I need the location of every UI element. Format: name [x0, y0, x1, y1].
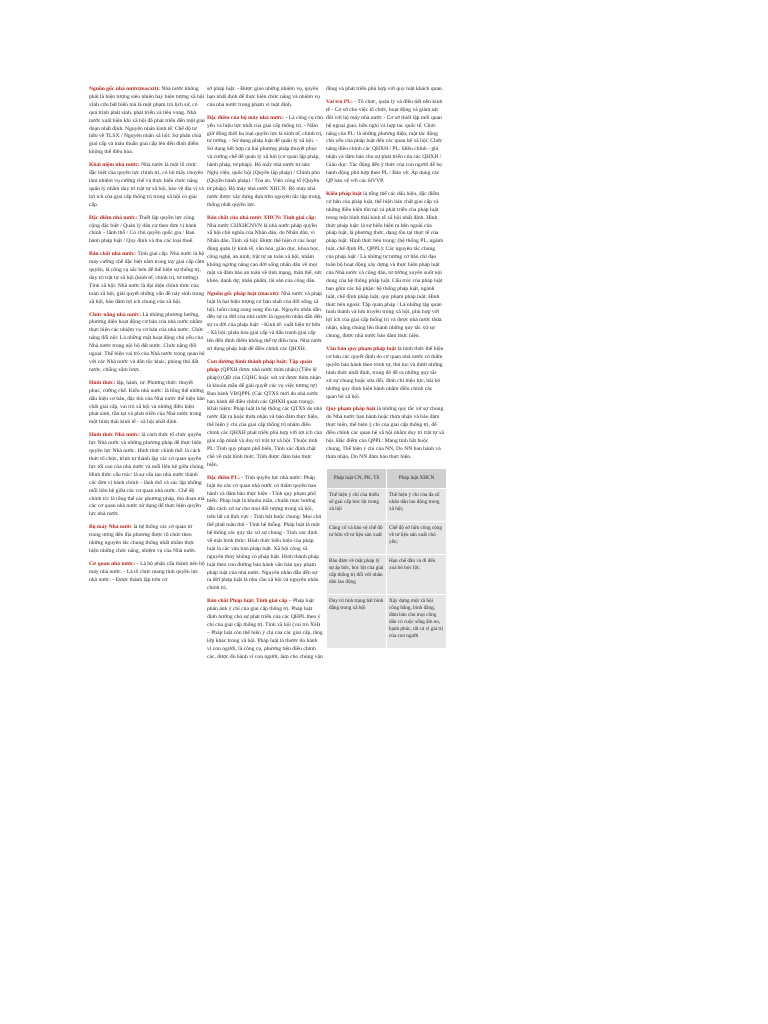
section-law-type: Kiểu pháp luật là tổng thể các dấu hiệu, đặc điểm cơ bản của pháp luật, thể hiện bản chất giai cấp và những điều kiện tồn tại và phát triển của pháp luật trong một hình thái kinh tế xã hội nhất định. Hình thức pháp luật: là sự biểu hiện ra bên ngoài của pháp luật, là phương thức, dạng tồn tại thực tế của pháp luật. Hình thức bên trong: (hệ thống PL, ngành luật, chế định PL, QPPL): Các nguyên tắc chung của pháp luật / Là những tư tưởng cơ bản chỉ đạo toàn bộ hoạt động xây dựng và thực hiện pháp luật của Nhà nước và công dân, tư tưởng xuyên suốt nội dung của hệ thống pháp luật. Cấu trúc của pháp luật bao gồm các bộ phận: hệ thống pháp luật, ngành luật, chế định pháp luật, quy phạm pháp luật. Hình thức bên ngoài: Tập quán pháp / Là những tập quán hình thành và lưu truyền trong xã hội, phù hợp với lợi ích của giai cấp thống trị và được nhà nước thừa nhận, nâng chúng lên thành những quy tắc xử sự chung, được nhà nước bảo đảm thực hiện.	[326, 190, 444, 340]
table-cell: Thể hiện ý chí của đa số nhân dân lao động trong xã hội;	[387, 488, 447, 521]
section-forms: Hình thức: lập, hành, tư. Phương thức: thuyết phục, cưỡng chế. Kiểu nhà nước: là tổng thể những dấu hiệu cơ bản, đặc thù của Nhà nước thể hiện bản chất giai cấp, vai trò xã hội và những điều kiện phát sinh, tồn tại và phát triển của Nhà nước trong một hình thái kinh tế - xã hội nhất định.	[89, 379, 205, 426]
table-cell: Củng cố và bảo vệ chế độ tư hữu về tư liệu sản xuất	[327, 521, 387, 554]
section-agency-continued: sở pháp luật. - Được giao những nhiệm vụ, quyền hạn nhất định để thực hiện chức năng và nhiệm vụ của nhà nước trong phạm vi luật định.	[207, 86, 320, 108]
table-cell: Duy trì tình trạng bất bình đẳng trong xã hội	[327, 594, 387, 648]
column-right	[326, 86, 444, 649]
section-law-features: Đặc điểm PL: - Tính quyền lực nhà nước: Pháp luật do các cơ quan nhà nước có thẩm quyền ban hành và đảm bảo thực hiện - Tính quy phạm phổ biến: Pháp luật là khuôn mẫu, chuẩn mực hướng dẫn cách xử sự cho mọi đối tượng trong xã hội, trên tất cả lĩnh vực - Tính bắt buộc chung: Mọi chủ thể phải tuân thủ - Tính hệ thống: Pháp luật là một hệ thống các quy tắc xử sự chung - Tính xác định về mặt hình thức: Hình thức biểu hiện của pháp luật là các văn bản pháp luật. Xã hội công xã nguyên thủy không có pháp luật. Hình thành pháp luật theo con đường ban hành văn bản quy phạm pháp luật của nhà nước. Nguyên nhân dẫn đến sự ra đời pháp luật là nhu cầu xã hội và nguyên nhân chính trị.	[207, 474, 322, 592]
section-state-nature: Bản chất nhà nước: Tính giai cấp: Nhà nước là bộ máy cưỡng chế đặc biệt nằm trong tay giai cấp cầm quyền, là công cụ sắc bén để thể hiện sự thống trị, duy trì trật tự xã hội (kinh tế, chính trị, tư tưởng). Tính xã hội: Nhà nước là đại diện chính thức của toàn xã hội, giải quyết những vấn đề nảy sinh trong xã hội, bảo đảm lợi ích chung của xã hội.	[89, 251, 205, 305]
table-cell: Bảo đảm về mặt pháp lý sự áp bức, bóc lột của giai cấp thống trị đối với nhân dân lao động	[327, 554, 387, 594]
table-row	[327, 594, 447, 648]
section-law-formation: Con đường hình thành pháp luật: Tập quán pháp (QPXH được nhà nước thừa nhận) (Tiền lệ pháp) (QĐ của CQHC hoặc xét xử được thừa nhận là khuôn mẫu để giải quyết các vụ việc tương tự) Ban hành VBQPPL (Các QTXS mới do nhà nước ban hành để điều chỉnh các QHXH quan trọng). Khái niệm: Pháp luật là hệ thống các QTXS do nhà nước đặt ra hoặc thừa nhận và bảo đảm thực hiện, thể hiện ý chí của giai cấp thống trị nhằm điều chỉnh các QHXH phát triển phù hợp với lợi ích của giai cấp mình và duy trì trật tự xã hội. Thuộc tính PL: Tính quy phạm phổ biến, Tính xác định chặt chẽ về mặt hình thức, Tính được đảm bảo thực hiện.	[207, 359, 322, 468]
section-origin-of-state: Nguồn gốc nhà nước(macxit): Nhà nước không phải là hiện tượng siêu nhiên hay hiện tượng xã hội vĩnh cửu bất biến mà là một phạm trù lịch sử, có quá trình phát sinh, phát triển và tiêu vong. Nhà nước xuất hiện khi xã hội đã phát triển đến một giai đoạn nhất định. Nguyên nhân kinh tế: Chế độ tư hữu về TLSX / Nguyên nhân xã hội: Sự phân chia giai cấp và mâu thuẫn giai cấp lên đến đỉnh điểm không thể điều hòa.	[89, 86, 205, 156]
table-row	[327, 521, 447, 554]
table-row	[327, 554, 447, 594]
section-apparatus-features: Đặc điểm của bộ máy nhà nước: - Là công cụ chủ yếu và hiệu lực nhất của giai cấp thống trị. - Nắm giữ đồng thời ba loại quyền lực là kinh tế, chính trị, tư tưởng. - Sử dụng pháp luật để quản lý xã hội. - Sử dụng kết hợp cả hai phương pháp thuyết phục và cưỡng chế để quản lý xã hội (cơ quan lập pháp, hành pháp, tư pháp). Bộ máy nhà nước tư sản: Nghị viện, quốc hội (Quyền lập pháp) / Chính phủ (Quyền hành pháp) / Tòa án, Viện công tố (Quyền tư pháp). Bộ máy nhà nước XHCN: Bộ máy nhà nước được xây dựng dựa trên nguyên tắc tập trung, thống nhất quyền lực.	[207, 114, 323, 208]
table-cell: Thể hiện ý chí của thiểu số giai cấp bóc lột trong xã hội	[327, 488, 387, 521]
section-state-agency: Cơ quan nhà nước: - Là bộ phận cấu thành nên bộ máy nhà nước. - Là tổ chức mang tính quyền lực nhà nước. - Được thành lập trên cơ	[89, 560, 205, 583]
table-header: Pháp luật XHCN	[387, 468, 447, 488]
section-law-nature-continued: động và phát triển phù hợp với quy luật khách quan.	[326, 86, 443, 92]
section-state-functions: Chức năng nhà nước: Là những phương hướng, phương diện hoạt động cơ bản của nhà nước nhằm thực hiện các nhiệm vụ cơ bản của nhà nước. Chức năng đối nội: Là những mặt hoạt động chủ yếu của Nhà nước trong nội bộ đất nước. Chức năng đối ngoại: Thể hiện vai trò của Nhà nước trong quan hệ với các Nhà nước và dân tộc khác, phòng thủ đất nước, chống xâm lược.	[89, 311, 205, 373]
table-cell: Chế độ sở hữu công cộng về tư liệu sản xuất chủ yếu;	[387, 521, 447, 554]
section-origin-of-law: Nguồn gốc pháp luật (macxit): Nhà nước và pháp luật là hai hiện tượng cơ bản nhất của đời sống xã hội, luôn cùng song song tồn tại. Nguyên nhân dẫn đến sự ra đời của nhà nước là nguyên nhân dẫn đến sự ra đời của pháp luật: - Kinh tế: xuất hiện tư hữu - Xã hội: phân hóa giai cấp và đấu tranh giai cấp lên đến đỉnh điểm không thể tự điều hòa. Nhà nước sử dụng pháp luật để điều chỉnh các QHXH.	[207, 290, 323, 353]
section-law-role: Vai trò PL: - Tổ chức, quản lý và điều tiết nền kinh tế - Cơ sở cho việc tổ chức, hoạt động và giám sát đối với bộ máy nhà nước - Cơ sở thiết lập mối quan hệ ngoại giao, hữu nghị và hợp tác quốc tế. Chức năng của PL: là những phương diện, mặt tác động chủ yếu của pháp luật đến các quan hệ xã hội: Chức năng điều chỉnh các QHXH / PL: Điều chỉnh - ghi nhận và đảm bảo cho sự phát triển của các QHXH / Giáo dục: Tác động đến ý thức của con người để họ hành động phù hợp theo PL / Bảo vệ: Áp dụng các QP bảo vệ với các HVVP.	[326, 98, 443, 184]
table-cell: Xây dựng một xã hội công bằng, bình đẳng, đảm bảo cho mọi công dân có cuộc sống ấm no, hạnh phúc, tất cả vì giá trị của con người	[387, 594, 447, 648]
comparison-table	[326, 468, 447, 649]
section-state-form: Hình thức Nhà nước: là cách thức tổ chức quyền lực Nhà nước và những phương pháp để thực hiện quyền lực Nhà nước. Hình thức chính thể: là cách thức tổ chức, trình tự thành lập các cơ quan quyền lực tối cao của nhà nước và mối liên hệ giữa chúng. Hình thức cấu trúc: là sự cấu tạo nhà nước thành các đơn vị hành chính – lãnh thổ và xác lập những mối liên hệ giữa các cơ quan nhà nước. Chế độ chính trị: là tổng thể các phương pháp, thủ đoạn mà các cơ quan nhà nước sử dụng để thực hiện quyền lực nhà nước.	[89, 432, 205, 518]
section-state-concept: Khái niệm nhà nước: Nhà nước là một tổ chức đặc biệt của quyền lực chính trị, có bộ máy chuyên làm nhiệm vụ cưỡng chế và thực hiện chức năng quản lý nhằm duy trì trật tự xã hội, bảo vệ địa vị và lợi ích của giai cấp thống trị trong xã hội có giai cấp.	[89, 162, 204, 208]
column-left	[89, 86, 205, 590]
table-header-row	[327, 468, 447, 488]
section-legal-document: Văn bản quy phạm pháp luật là hình thức thể hiện cơ bản các quyết định do cơ quan nhà nước có thẩm quyền ban hành theo trình tự, thủ tục và dưới những hình thức nhất định, trong đó đề ra những quy tắc xử sự chung hoặc sửa đổi, đình chỉ hiệu lực, bãi bỏ những quy định hiện hành nhằm điều chỉnh các quan hệ xã hội.	[326, 346, 444, 400]
section-legal-norm: Quy phạm pháp luật là những quy tắc xử sự chung do Nhà nước ban hành hoặc thừa nhận và bảo đảm thực hiện, thể hiện ý chí của giai cấp thống trị, để điều chỉnh các quan hệ xã hội nhằm duy trì trật tự xã hội. Đặc điểm của QPPL: Mang tính bắt buộc chung, Thể hiện ý chí của NN, Do NN ban hành và thừa nhận, Do NN đảm bảo thực hiện.	[326, 406, 444, 460]
section-socialist-state-nature: Bản chất của nhà nước XHCN: Tính giai cấp: Nhà nước CHXHCNVN là nhà nước pháp quyền xã hội chủ nghĩa của Nhân dân, do Nhân dân, vì Nhân dân. Tính xã hội: Được thể hiện ở các hoạt động quản lý kinh tế, văn hóa, giáo dục, khoa học, công nghệ, an ninh, trật tự an toàn xã hội, nhằm không ngừng nâng cao đời sống nhân dân về mọi mặt và đảm bảo an toàn về tính mạng, thân thể, sức khỏe, danh dự, nhân phẩm, tài sản của công dân.	[207, 214, 323, 284]
section-state-features: Đặc điểm nhà nước: Thiết lập quyền lực công cộng đặc biệt / Quản lý dân cư theo đơn vị hành chính – lãnh thổ / Có chủ quyền quốc gia / Ban hành pháp luật / Quy định và thu các loại thuế.	[89, 214, 197, 245]
section-state-apparatus: Bộ máy Nhà nước là hệ thống các cơ quan từ trung ương đến địa phương được tổ chức theo những nguyên tắc chung thống nhất nhằm thực hiện những chức năng, nhiệm vụ của Nhà nước.	[89, 524, 197, 554]
table-header: Pháp luật CN, PK, TS	[327, 468, 387, 488]
table-cell: Hạn chế dần và đi đến xoá bỏ bóc lột;	[387, 554, 447, 594]
column-middle	[207, 86, 323, 667]
table-row	[327, 488, 447, 521]
section-law-nature: Bản chất Pháp luật: Tính giai cấp – Pháp luật phản ánh ý chí của giai cấp thống trị. Pháp luật định hướng cho sự phát triển của các QHPL theo ý chí của giai cấp thống trị. Tính xã hội (vai trò XH) – Pháp luật còn thể hiện ý chí của các giai cấp, tầng lớp khác trong xã hội. Pháp luật là thước đo hành vi con người, là công cụ, phương tiện điều chỉnh các, được đo hành vi con người, làm cho chúng vận	[207, 598, 323, 660]
